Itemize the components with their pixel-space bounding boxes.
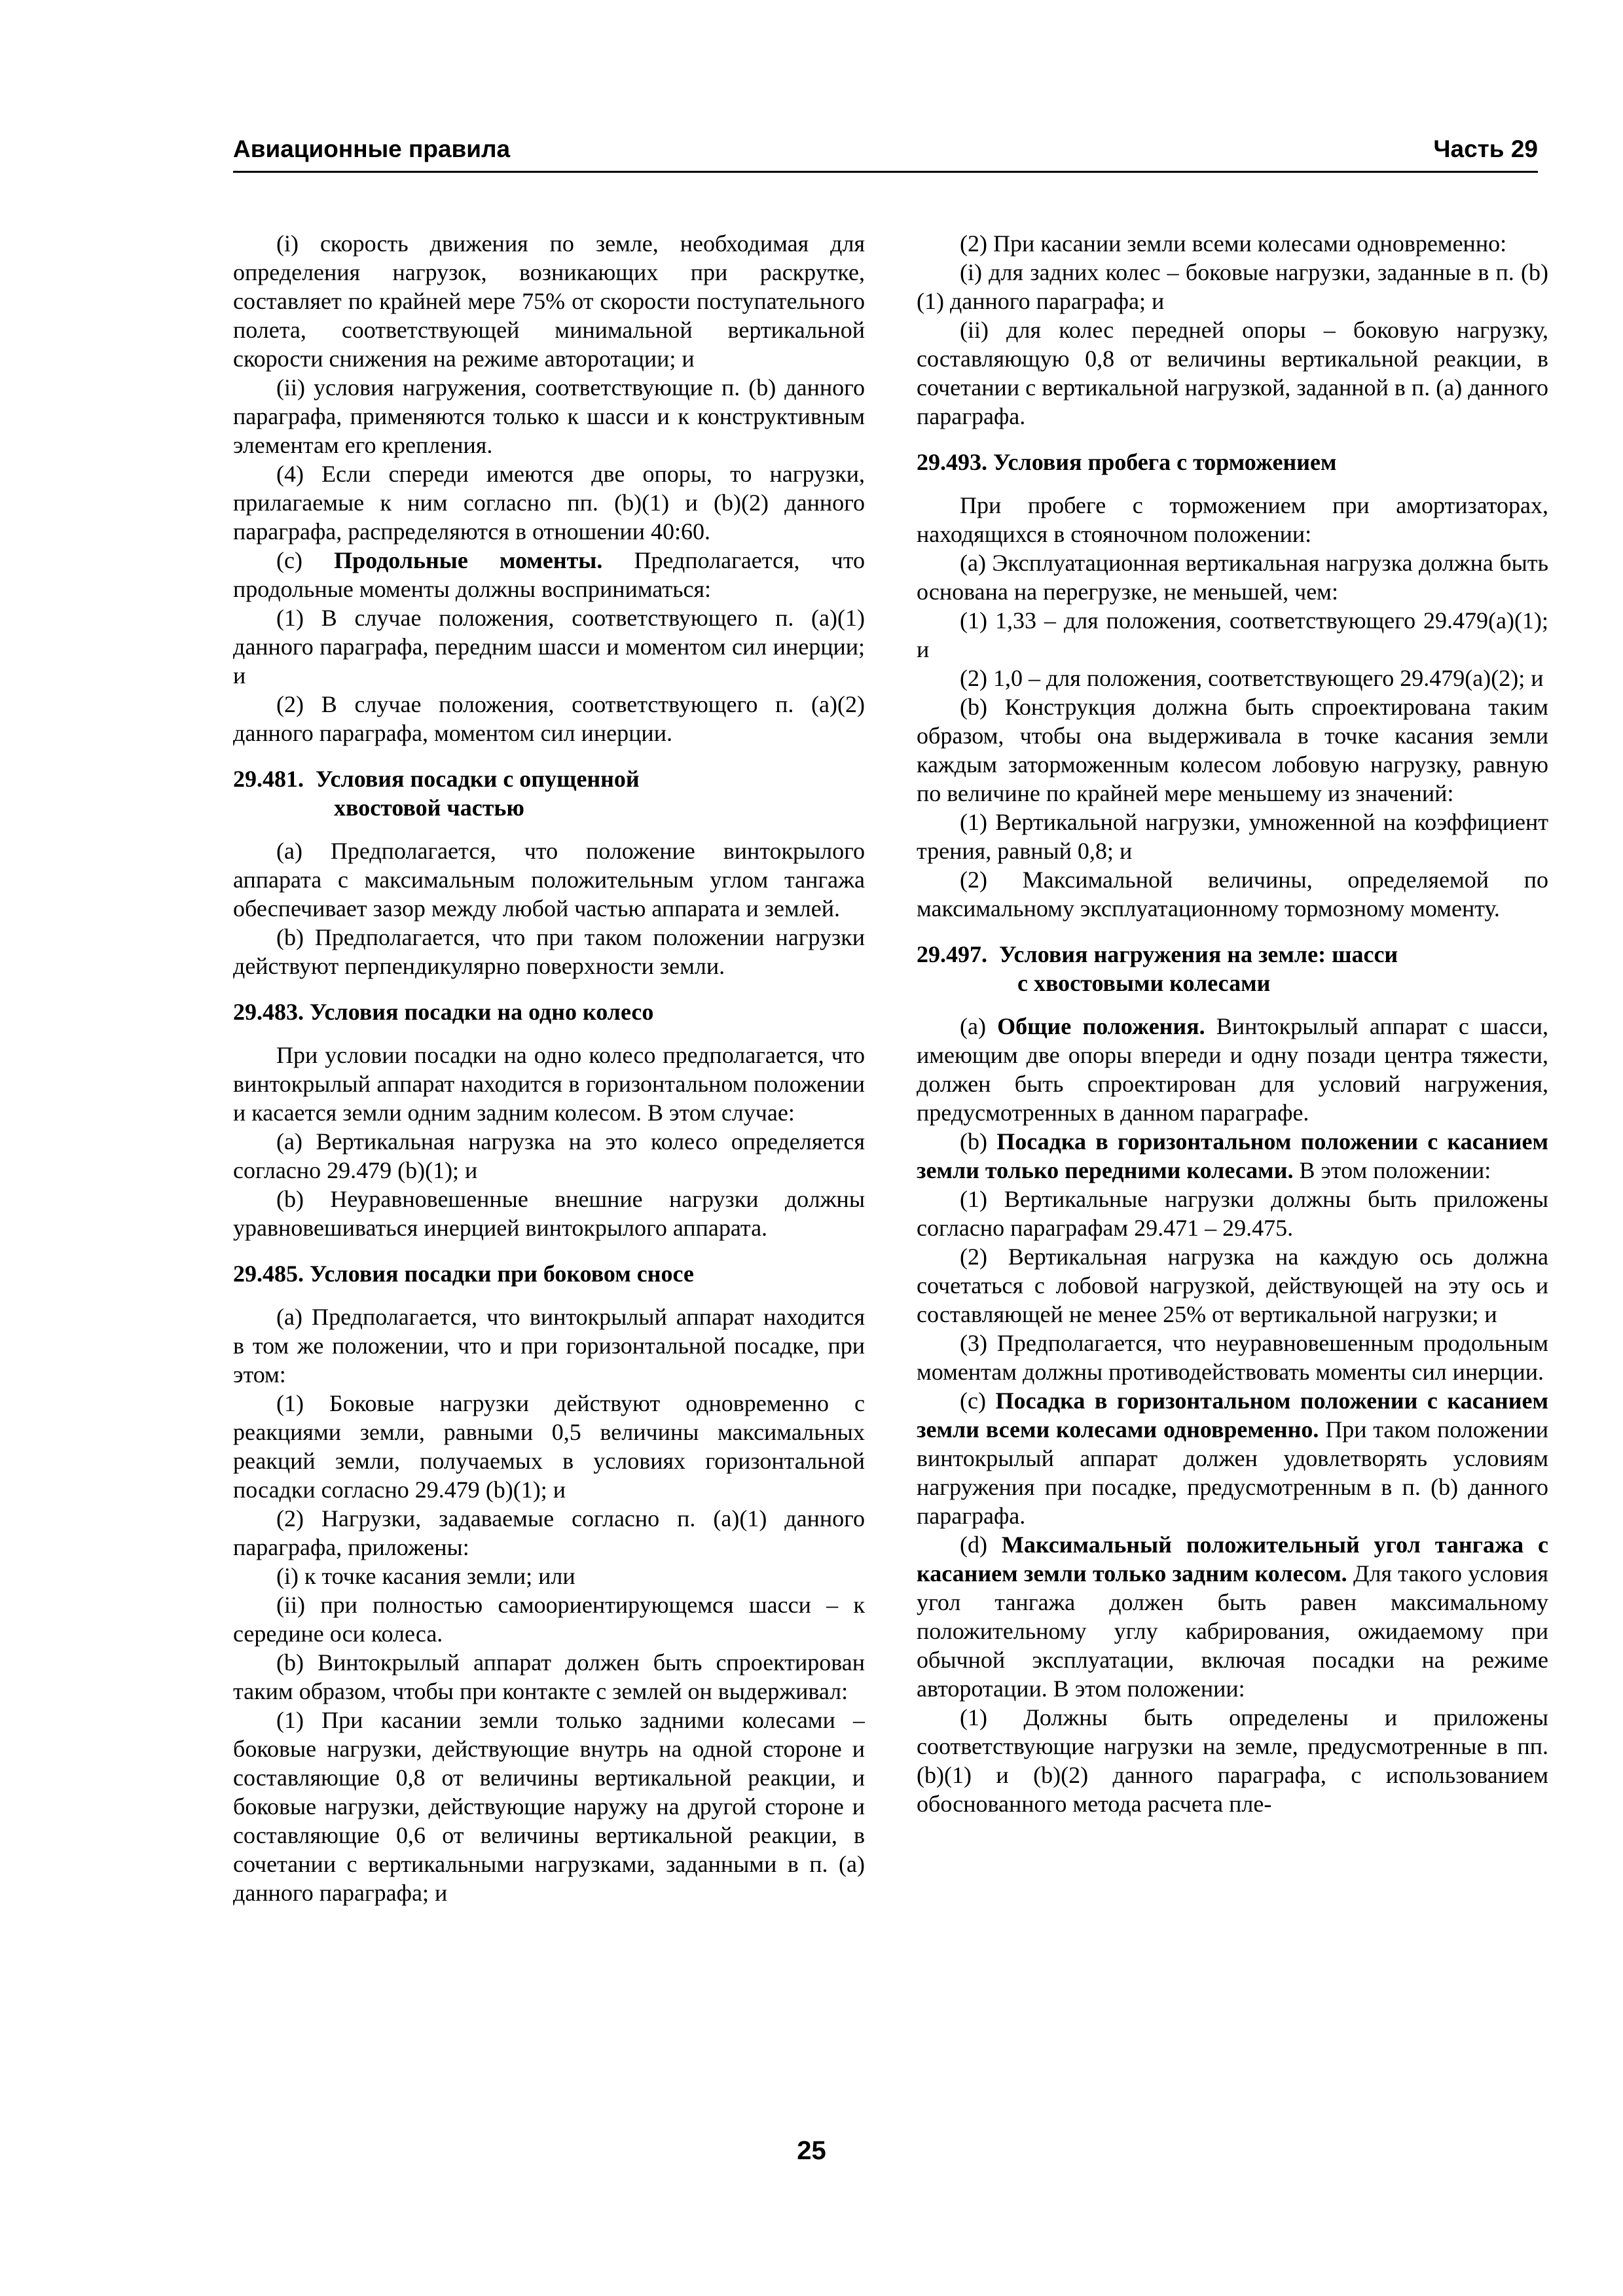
page-number: 25 <box>797 2136 826 2165</box>
paragraph: (2) 1,0 – для положения, соответствующего 29.479(a)(2); и <box>960 665 1544 691</box>
paragraph-rest: Предполагается, что продольные моменты должны восприниматься: <box>233 547 865 602</box>
paragraph: (ii) условия нагружения, соответствующие п. (b) данного параграфа, применяются только к шасси и к конструктивным элементам его крепления. <box>233 374 865 458</box>
paragraph: (i) к точке касания земли; или <box>276 1563 575 1589</box>
paragraph <box>917 1386 1548 1530</box>
running-header-title: Авиационные правила <box>233 135 511 162</box>
paragraph: (b) Неуравновешенные внешние нагрузки должны уравновешиваться инерцией винтокрылого аппарата. <box>233 1186 865 1241</box>
paragraph: (a) Эксплуатационная вертикальная нагрузка должна быть основана на перегрузке, не меньшей, чем: <box>917 550 1548 605</box>
paragraph: (1) В случае положения, соответствующего п. (a)(1) данного параграфа, передним шасси и моментом сил инерции; и <box>233 605 865 689</box>
paragraph-rest: При таком положении винтокрылый аппарат должен удовлетворять условиям нагружения при посадке, предусмотренным в п. (b) данного параграфа. <box>917 1416 1548 1529</box>
running-header-part: Часть 29 <box>1433 135 1538 162</box>
section-number: 29.497. <box>917 941 987 967</box>
paragraph-prefix: (a) <box>960 1013 998 1039</box>
paragraph <box>917 1530 1548 1703</box>
paragraph: (ii) для колес передней опоры – боковую нагрузку, составляющую 0,8 от величины вертикальной реакции, в сочетании с вертикальной нагрузкой, заданной в п. (a) данного параграфа. <box>917 317 1548 429</box>
paragraph: (1) При касании земли только задними колесами – боковые нагрузки, действующие внутрь на одной стороне и составляющие 0,8 от величины вертикальной реакции, и боковые нагрузки, действующие наружу на другой стороне и составляющие 0,6 от величины вертикальной реакции, в сочетании с вертикальными нагрузками, заданными в п. (a) данного параграфа; и <box>233 1707 865 1906</box>
section-title-line2: хвостовой частью <box>334 795 524 821</box>
paragraph: (b) Предполагается, что при таком положении нагрузки действуют перпендикулярно поверхности земли. <box>233 924 865 979</box>
paragraph-prefix: (d) <box>960 1532 1002 1558</box>
paragraph-rest: Для такого условия угол тангажа должен быть равен максимальному положительному углу кабрирования, ожидаемому при обычной эксплуатации, включая посадки на режиме авторотации. В этом положении: <box>917 1560 1548 1702</box>
paragraph <box>917 1012 1548 1127</box>
paragraph: При пробеге с торможением при амортизаторах, находящихся в стояночном положении: <box>917 492 1548 547</box>
paragraph: (2) Вертикальная нагрузка на каждую ось должна сочетаться с лобовой нагрузкой, действующей на эту ось и составляющей не менее 25% от вертикальной нагрузки; и <box>917 1244 1548 1327</box>
right-column <box>917 229 1548 2160</box>
header-divider <box>233 171 1538 173</box>
paragraph-bold-lead: Максимальный положительный угол тангажа с касанием земли только задним колесом. <box>917 1532 1548 1587</box>
paragraph: (1) Вертикальные нагрузки должны быть приложены согласно параграфам 29.471 – 29.475. <box>917 1186 1548 1241</box>
paragraph: При условии посадки на одно колесо предполагается, что винтокрылый аппарат находится в горизонтальном положении и касается земли одним задним колесом. В этом случае: <box>233 1042 865 1126</box>
paragraph: (2) В случае положения, соответствующего п. (a)(2) данного параграфа, моментом сил инерции. <box>233 691 865 746</box>
paragraph: (2) Максимальной величины, определяемой по максимальному эксплуатационному тормозному моменту. <box>917 867 1548 922</box>
paragraph: (1) Боковые нагрузки действуют одновременно с реакциями земли, равными 0,5 величины максимальных реакций земли, получаемых в условиях горизонтальной посадки согласно 29.479 (b)(1); и <box>233 1390 865 1503</box>
paragraph: (1) Должны быть определены и приложены соответствующие нагрузки на земле, предусмотренные в пп. (b)(1) и (b)(2) данного параграфа, с использованием обоснованного метода расчета пле- <box>917 1704 1548 1817</box>
paragraph-rest: Винтокрылый аппарат с шасси, имеющим две опоры впереди и одну позади центра тяжести, должен быть спроектирован для условий нагружения, предусмотренных в данном параграфе. <box>917 1013 1548 1126</box>
paragraph: (b) Винтокрылый аппарат должен быть спроектирован таким образом, чтобы при контакте с землей он выдерживал: <box>233 1649 865 1704</box>
paragraph-rest: В этом положении: <box>1293 1157 1491 1183</box>
section-number: 29.481. <box>233 766 304 792</box>
section-heading-29-485: 29.485. Условия посадки при боковом сносе <box>233 1261 694 1287</box>
paragraph: (3) Предполагается, что неуравновешенным продольным моментам должны противодействовать моменты сил инерции. <box>917 1330 1548 1385</box>
left-column <box>233 229 865 2160</box>
paragraph-prefix: (c) <box>276 547 335 573</box>
paragraph: (a) Предполагается, что положение винтокрылого аппарата с максимальным положительным углом тангажа обеспечивает зазор между любой частью аппарата и землей. <box>233 838 865 922</box>
section-heading-29-481 <box>233 764 865 822</box>
paragraph: (b) Конструкция должна быть спроектирована таким образом, чтобы она выдерживала в точке касания земли каждым заторможенным колесом лобовую нагрузку, равную по величине по крайней мере меньшему из значений: <box>917 694 1548 806</box>
paragraph-prefix: (c) <box>960 1388 996 1414</box>
section-title-line2: с хвостовыми колесами <box>1017 970 1271 996</box>
paragraph <box>917 1127 1548 1185</box>
paragraph-bold-lead: Общие положения. <box>997 1013 1205 1039</box>
paragraph: (1) 1,33 – для положения, соответствующего 29.479(a)(1); и <box>917 607 1548 662</box>
paragraph-bold-lead: Посадка в горизонтальном положении с касанием земли только передними колесами. <box>917 1128 1548 1183</box>
paragraph: (ii) при полностью самоориентирующемся шасси – к середине оси колеса. <box>233 1592 865 1647</box>
paragraph: (2) Нагрузки, задаваемые согласно п. (a)(1) данного параграфа, приложены: <box>233 1505 865 1560</box>
paragraph: (a) Предполагается, что винтокрылый аппарат находится в том же положении, что и при горизонтальной посадке, при этом: <box>233 1304 865 1388</box>
paragraph: (2) При касании земли всеми колесами одновременно: <box>960 230 1507 257</box>
section-title-line1: Условия посадки с опущенной <box>316 766 640 792</box>
paragraph: (i) скорость движения по земле, необходимая для определения нагрузок, возникающих при раскрутке, составляет по крайней мере 75% от скорости поступательного полета, соответствующей минимальной вертикальной скорости снижения на режиме авторотации; и <box>233 230 865 372</box>
paragraph: (4) Если спереди имеются две опоры, то нагрузки, прилагаемые к ним согласно пп. (b)(1) и (b)(2) данного параграфа, распределяются в отношении 40:60. <box>233 461 865 545</box>
section-heading-29-493: 29.493. Условия пробега с торможением <box>917 449 1337 475</box>
paragraph: (i) для задних колес – боковые нагрузки, заданные в п. (b)(1) данного параграфа; и <box>917 259 1548 314</box>
section-title-line1: Условия нагружения на земле: шасси <box>999 941 1398 967</box>
paragraph-bold-lead: Посадка в горизонтальном положении с касанием земли всеми колесами одновременно. <box>917 1388 1548 1443</box>
section-heading-29-483: 29.483. Условия посадки на одно колесо <box>233 999 654 1025</box>
paragraph: (1) Вертикальной нагрузки, умноженной на коэффициент трения, равный 0,8; и <box>917 809 1548 864</box>
paragraph <box>233 546 865 603</box>
paragraph-prefix: (b) <box>960 1128 997 1155</box>
paragraph: (a) Вертикальная нагрузка на это колесо определяется согласно 29.479 (b)(1); и <box>233 1128 865 1183</box>
section-heading-29-497 <box>917 940 1548 997</box>
paragraph-bold-lead: Продольные моменты. <box>334 547 603 573</box>
